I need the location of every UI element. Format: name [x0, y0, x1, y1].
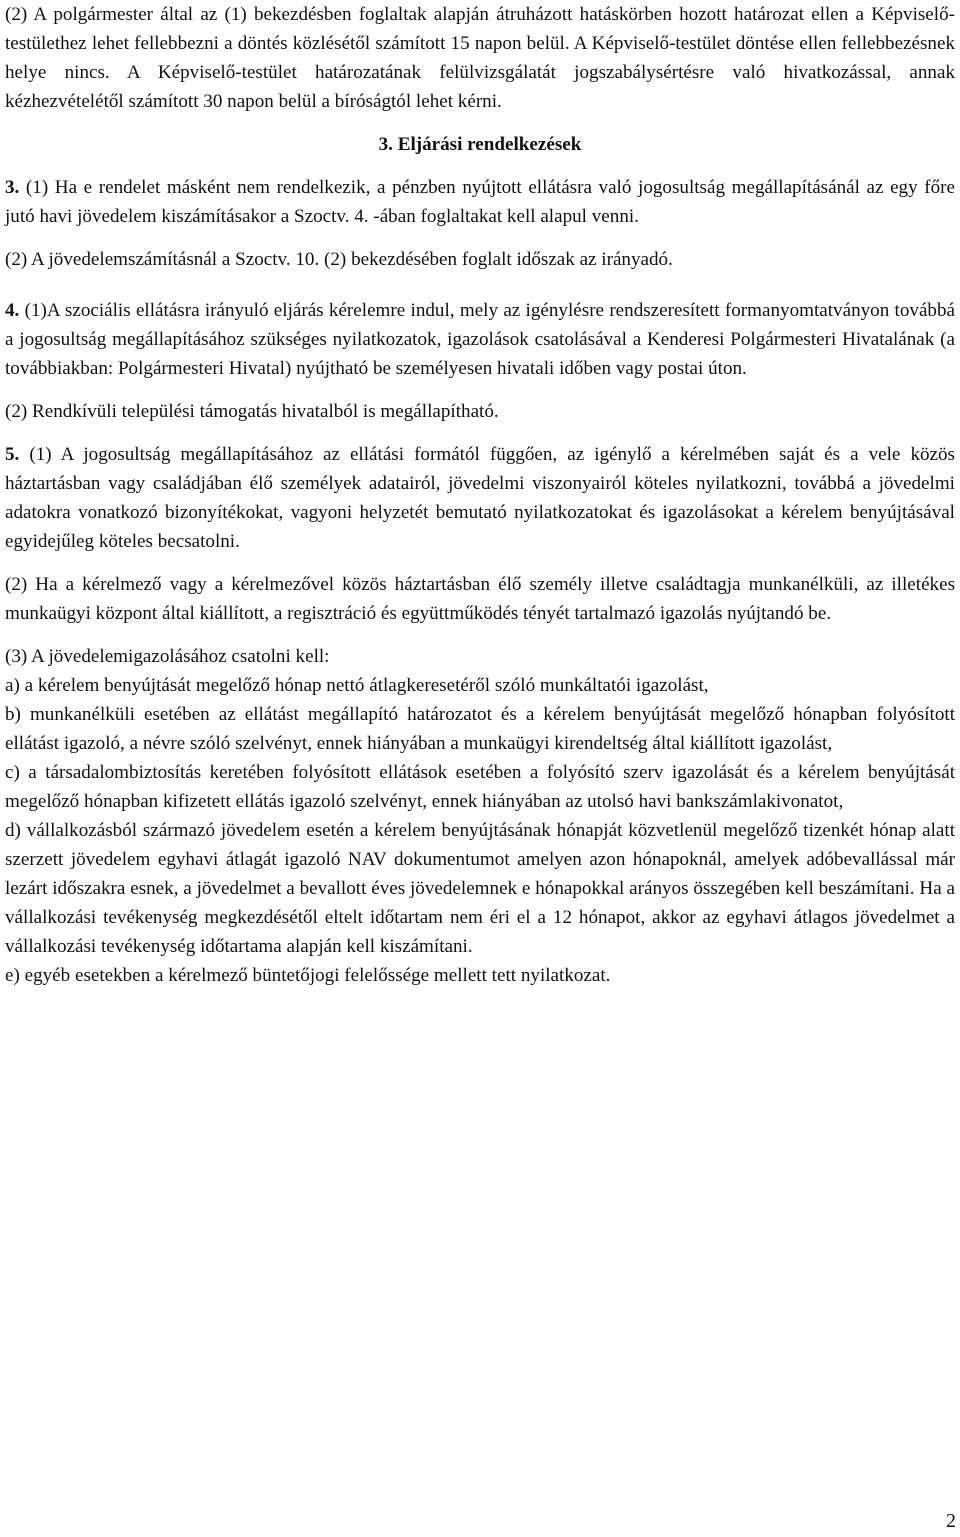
section-4-paragraph-1 [5, 296, 955, 383]
document-page [5, 0, 955, 990]
section-3-paragraph-2: (2) A jövedelemszámításnál a Szoctv. 10. (2) bekezdésében foglalt időszak az irányadó. [5, 249, 673, 270]
section-5-number: 5. [5, 444, 20, 465]
section-3-text-1: (1) Ha e rendelet másként nem rendelkezik, a pénzben nyújtott ellátásra való jogosultság megállapításánál az egy főre jutó havi jövedelem kiszámításakor a Szoctv. 4. -ában foglaltakat kell alapul venni. [5, 177, 955, 227]
section-4-number: 4. [5, 300, 20, 321]
section-5-paragraph-1 [5, 440, 955, 556]
list-item-a: a) a kérelem benyújtását megelőző hónap nettó átlagkeresetéről szóló munkáltatói igazolást, [5, 675, 709, 696]
section-3-paragraph-1 [5, 173, 955, 231]
list-item-e: e) egyéb esetekben a kérelmező büntetőjogi felelőssége mellett tett nyilatkozat. [5, 965, 611, 986]
list-item-c: c) a társadalombiztosítás keretében folyósított ellátások esetében a folyósító szerv igazolását és a kérelem benyújtását megelőző hónapban kifizetett ellátás igazoló szelvényt, ennek hiányában az utolsó havi bankszámlakivonatot, [5, 762, 955, 812]
page-number: 2 [946, 1510, 956, 1532]
section-4-paragraph-2: (2) Rendkívüli települési támogatás hivatalból is megállapítható. [5, 401, 499, 422]
intro-paragraph: (2) A polgármester által az (1) bekezdésben foglaltak alapján átruházott hatáskörben hozott határozat ellen a Képviselő-testülethez lehet fellebbezni a döntés közlésétől számított 15 napon belül. A Képviselő-testület döntése ellen fellebbezésnek helye nincs. A Képviselő-testület határozatának felülvizsgálatát jogszabálysértésre való hivatkozással, annak kézhezvételétől számított 30 napon belül a bíróságtól lehet kérni. [5, 4, 955, 112]
section-3-number: 3. [5, 177, 20, 198]
section-5-paragraph-3-intro: (3) A jövedelemigazolásához csatolni kell: [5, 646, 330, 667]
section-5-paragraph-2: (2) Ha a kérelmező vagy a kérelmezővel közös háztartásban élő személy illetve családtagja munkanélküli, az illetékes munkaügyi központ által kiállított, a regisztráció és együttműködés tényét tartalmazó igazolás nyújtandó be. [5, 574, 955, 624]
section-4-text-1: (1)A szociális ellátásra irányuló eljárás kérelemre indul, mely az igénylésre rendszeresített formanyomtatványon továbbá a jogosultság megállapításához szükséges nyilatkozatok, igazolások csatolásával a Kenderesi Polgármesteri Hivatalának (a továbbiakban: Polgármesteri Hivatal) nyújtható be személyesen hivatali időben vagy postai úton. [5, 300, 955, 379]
section-5-text-1: (1) A jogosultság megállapításához az ellátási formától függően, az igénylő a kérelmében saját és a vele közös háztartásban vagy családjában élő személyek adatairól, jövedelmi viszonyairól köteles nyilatkozni, továbbá a jövedelmi adatokra vonatkozó bizonyítékokat, vagyoni helyzetét bemutató nyilatkozatokat és igazolásokat a kérelem benyújtásával egyidejűleg köteles becsatolni. [5, 444, 955, 552]
list-item-d: d) vállalkozásból származó jövedelem esetén a kérelem benyújtásának hónapját közvetlenül megelőző tizenkét hónap alatt szerzett jövedelem egyhavi átlagát igazoló NAV dokumentumot amelyen azon hónapoknál, amelyek adóbevallással már lezárt időszakra esnek, a jövedelmet a bevallott éves jövedelemnek e hónapokkal arányos összegében kell beszámítani. Ha a vállalkozási tevékenység megkezdésétől eltelt időtartam nem éri el a 12 hónapot, akkor az egyhavi átlagos jövedelmet a vállalkozási tevékenység időtartama alapján kell kiszámítani. [5, 820, 955, 957]
list-item-b: b) munkanélküli esetében az ellátást megállapító határozatot és a kérelem benyújtását megelőző hónapban folyósított ellátást igazoló, a névre szóló szelvényt, ennek hiányában a munkaügyi kirendeltség által kiállított igazolást, [5, 704, 955, 754]
section-heading: 3. Eljárási rendelkezések [378, 134, 582, 155]
